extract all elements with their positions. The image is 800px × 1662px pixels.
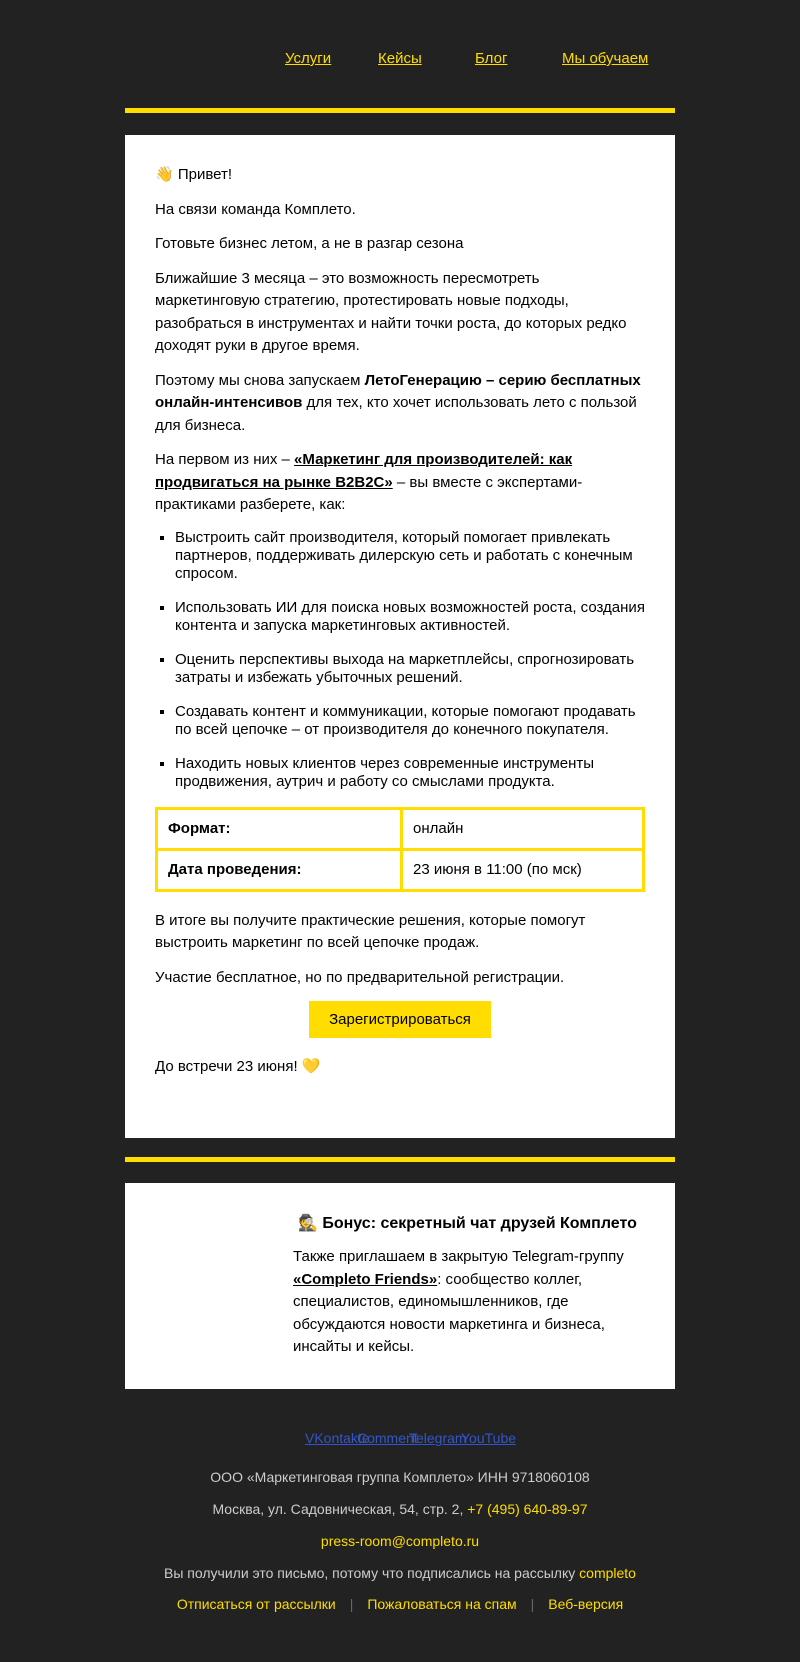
register-button-wrap: [155, 1001, 645, 1038]
event-pre: На первом из них –: [155, 451, 295, 468]
table-row: [157, 808, 644, 849]
completo-friends-link[interactable]: «Completo Friends»: [293, 1270, 438, 1288]
nav-blog-link[interactable]: Блог: [475, 50, 508, 67]
launch-post: для тех, кто хочет использовать лето с пользой для бизнеса.: [155, 394, 637, 434]
social-icons: [0, 1422, 800, 1454]
free-note: Участие бесплатное, но по предварительной регистрации.: [155, 968, 565, 986]
email-link[interactable]: press-room@completo.ru: [320, 1533, 480, 1549]
paragraph-launch: [155, 370, 645, 438]
result-text: В итоге вы получите практические решения, которые помогут выстроить маркетинг по всей цепочке продаж.: [155, 911, 586, 951]
intro-text: На связи команда Комплето.: [155, 200, 356, 218]
top-divider: [125, 108, 675, 113]
nav-cases-link[interactable]: Кейсы: [378, 50, 422, 67]
bonus-title: 🕵️ Бонус: секретный чат друзей Комплето: [298, 1215, 637, 1232]
address-line: [0, 1501, 800, 1517]
phone-link[interactable]: +7 (495) 640-89-97: [467, 1501, 588, 1517]
letter-card: [125, 135, 675, 1138]
list-item: ▪ Создавать контент и коммуникации, которые помогают продавать по всей цепочке – от производителя до конечного покупателя.: [175, 703, 645, 739]
list-item: ▪ Выстроить сайт производителя, который помогает привлекать партнеров, поддерживать дилерскую сеть и работать с конечным спросом.: [175, 529, 645, 583]
nav-learning-link[interactable]: Мы обучаем: [562, 50, 649, 67]
email-line: [0, 1533, 800, 1549]
vk-icon[interactable]: VKontakte: [305, 1430, 370, 1446]
date-label: Дата проведения:: [157, 849, 402, 890]
address-text: Москва, ул. Садовническая, 54, стр. 2,: [212, 1501, 468, 1517]
bonus-card: [125, 1183, 675, 1389]
separator: |: [349, 1596, 354, 1612]
register-button[interactable]: Зарегистрироваться: [309, 1001, 491, 1038]
separator: |: [530, 1596, 535, 1612]
web-version-link[interactable]: Веб-версия: [548, 1596, 624, 1612]
unsubscribe-link[interactable]: Отписаться от рассылки: [176, 1596, 336, 1612]
list-item: ▪ Использовать ИИ для поиска новых возможностей роста, создания контента и запуска маркетинговых активностей.: [175, 599, 645, 635]
topics-list: [155, 529, 645, 791]
footer-links: [0, 1596, 800, 1612]
telegram-icon[interactable]: Telegram: [409, 1430, 467, 1446]
event-title-link[interactable]: «Маркетинг для производителей: как продвигаться на рынке B2B2C»: [155, 451, 573, 491]
format-value: онлайн: [402, 808, 644, 849]
event-info-table: [155, 807, 645, 892]
spam-link[interactable]: Пожаловаться на спам: [367, 1596, 517, 1612]
launch-pre: Поэтому мы снова запускаем: [155, 371, 365, 389]
paragraph-event: [155, 449, 645, 517]
subscription-text: Вы получили это письмо, потому что подписались на рассылку: [164, 1565, 580, 1581]
comment-icon[interactable]: Comment: [357, 1430, 418, 1446]
bonus-text-post: : сообщество коллег, специалистов, единомышленников, где обсуждаются новости маркетинга и бизнеса, инсайты и кейсы.: [293, 1270, 605, 1355]
paragraph-opportunity: Ближайшие 3 месяца – это возможность пересмотреть маркетинговую стратегию, протестировать новые подходы, разобраться в инструментах и найти точки роста, до которых редко доходят руки в другое время.: [155, 269, 627, 354]
middle-divider: [125, 1157, 675, 1162]
date-value: 23 июня в 11:00 (по мск): [402, 849, 644, 890]
youtube-icon[interactable]: YouTube: [461, 1430, 517, 1446]
bonus-text: [293, 1246, 643, 1359]
launch-bold: ЛетоГенерацию – серию бесплатных онлайн-интенсивов: [155, 371, 641, 411]
subscription-note: [0, 1565, 800, 1581]
table-row: [157, 849, 644, 890]
closing-text: До встречи 23 июня! 💛: [155, 1058, 321, 1075]
company-info: ООО «Маркетинговая группа Комплето» ИНН 9718060108: [210, 1469, 590, 1485]
format-label: Формат:: [157, 808, 402, 849]
greeting: 👋 Привет!: [155, 166, 233, 183]
list-item: ▪ Находить новых клиентов через современные инструменты продвижения, аутрич и работу со смыслами продукта.: [175, 755, 645, 791]
top-nav: [0, 50, 800, 72]
list-item: ▪ Оценить перспективы выхода на маркетплейсы, спрогнозировать затраты и избежать убыточных решений.: [175, 651, 645, 687]
bonus-text-pre: Также приглашаем в закрытую Telegram-группу: [293, 1248, 624, 1265]
event-post: – вы вместе с экспертами-практиками разберете, как:: [155, 473, 583, 513]
completo-link[interactable]: completo: [579, 1565, 636, 1581]
headline: Готовьте бизнес летом, а не в разгар сезона: [155, 235, 464, 252]
nav-services-link[interactable]: Услуги: [285, 50, 332, 67]
